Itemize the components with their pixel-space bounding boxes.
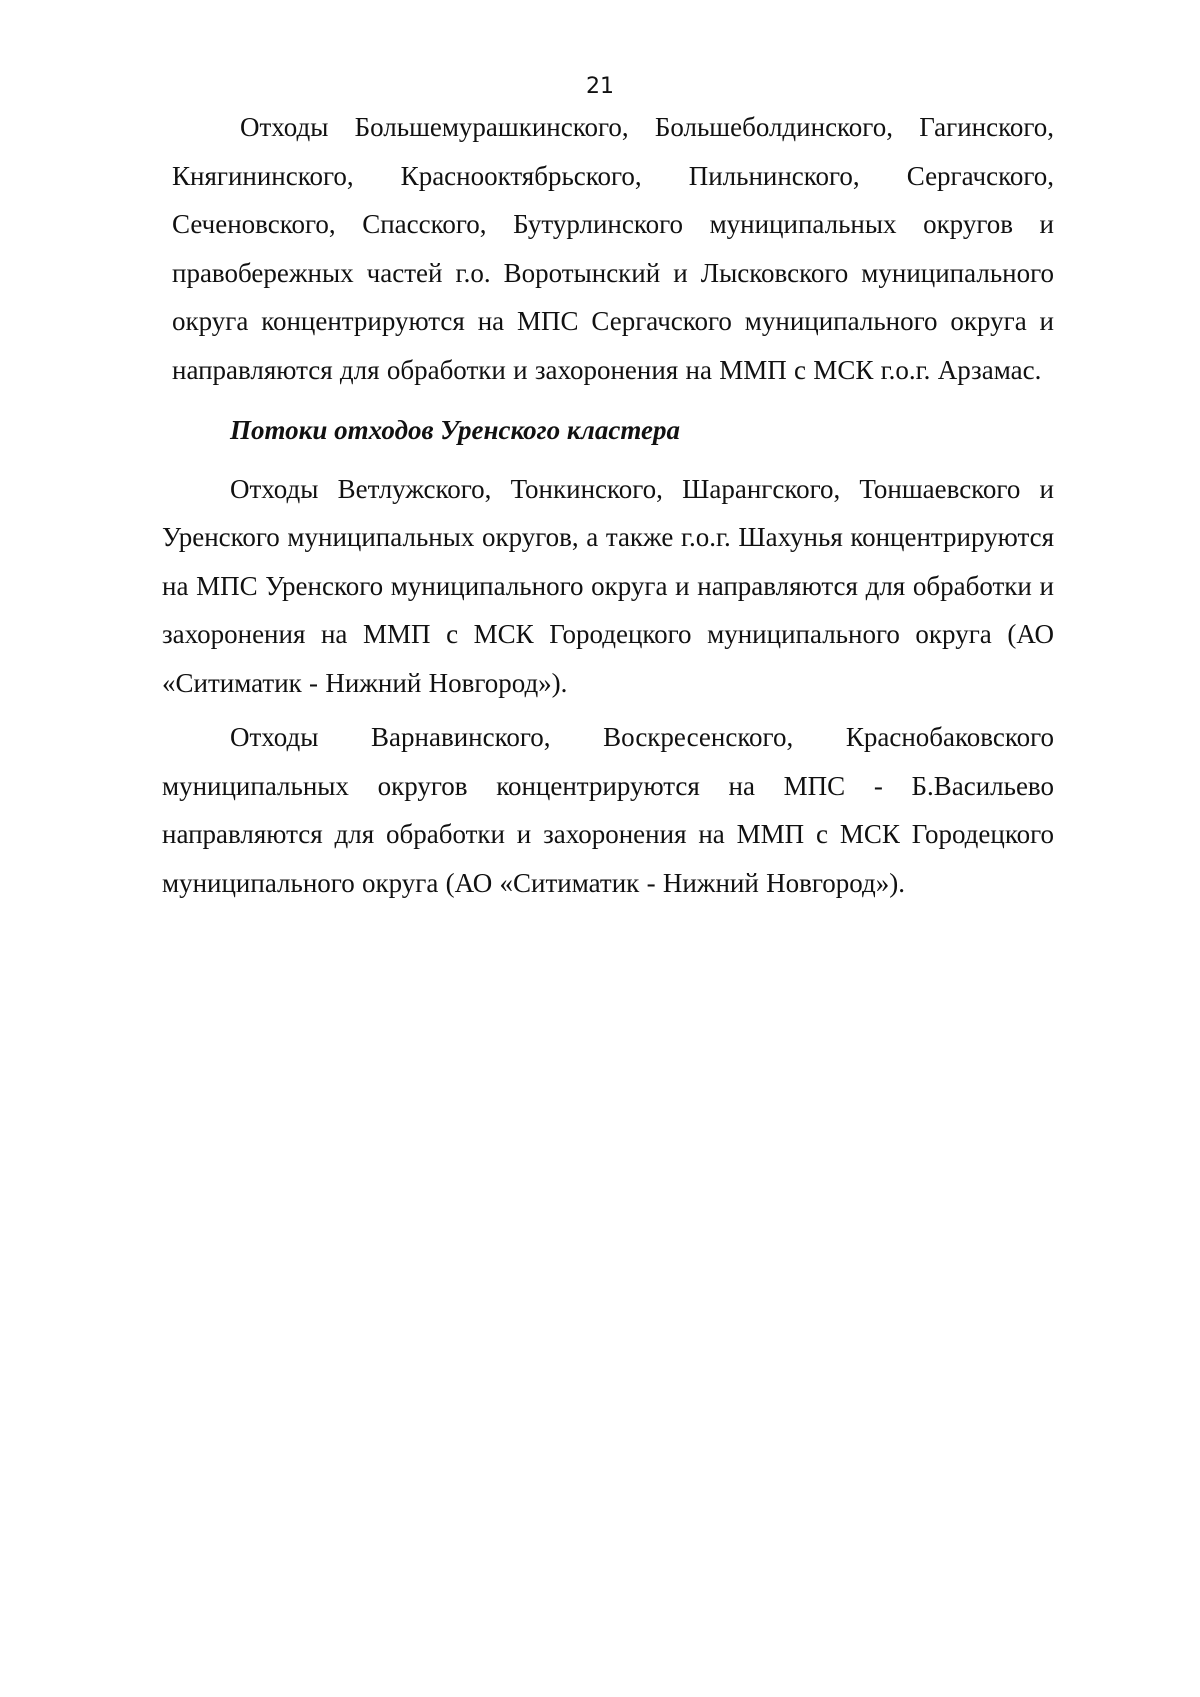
- section-heading: Потоки отходов Уренского кластера: [230, 415, 681, 445]
- paragraph-b-vasilevo: Отходы Варнавинского, Воскресенского, Краснобаковского муниципальных округов концентрируются на МПС - Б.Васильево направляются для обработки и захоронения на ММП с МСК Городецкого муниципального округа (АО «Ситиматик - Нижний Новгород»).: [162, 722, 1054, 898]
- uren-cluster-section: [162, 406, 1054, 907]
- paragraph-uren-cluster: Отходы Ветлужского, Тонкинского, Шарангского, Тоншаевского и Уренского муниципальных округов, а также г.о.г. Шахунья концентрируются на МПС Уренского муниципального округа и направляются для обработки и захоронения на ММП с МСК Городецкого муниципального округа (АО «Ситиматик - Нижний Новгород»).: [162, 473, 1054, 698]
- paragraph-arzamas-cluster: Отходы Большемурашкинского, Большеболдинского, Гагинского, Княгининского, Краснооктябрьского, Пильнинского, Сергачского, Сеченовского, Спасского, Бутурлинского муниципальных округов и правобережных частей г.о. Воротынский и Лысковского муниципального округа концентрируются на МПС Сергачского муниципального округа и направляются для обработки и захоронения на ММП с МСК г.о.г. Арзамас.: [172, 112, 1054, 385]
- document-body: [162, 103, 1054, 907]
- page-number: 21: [586, 74, 614, 99]
